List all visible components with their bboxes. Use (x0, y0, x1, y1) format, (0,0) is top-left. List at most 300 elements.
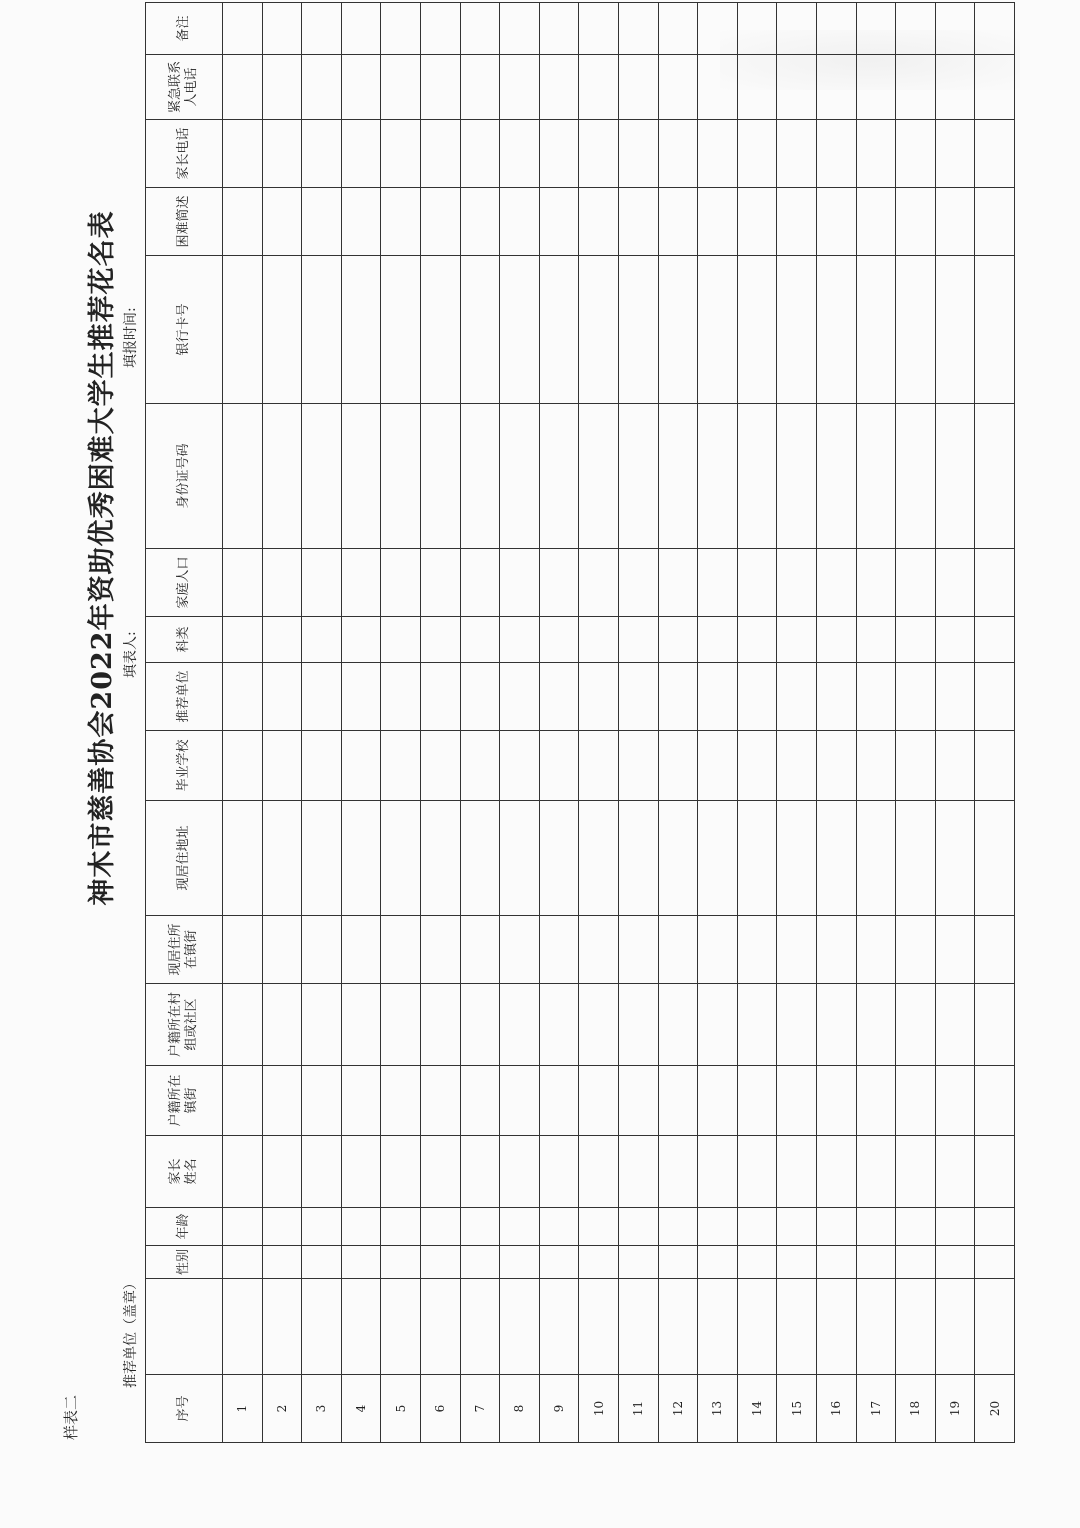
blank-field-cell[interactable] (223, 549, 263, 617)
blank-field-cell[interactable] (856, 731, 896, 801)
blank-field-cell[interactable] (816, 1066, 856, 1136)
blank-field-cell[interactable] (896, 1066, 936, 1136)
blank-field-cell[interactable] (381, 55, 421, 120)
blank-field-cell[interactable] (500, 916, 540, 984)
blank-field-cell[interactable] (816, 256, 856, 404)
blank-field-cell[interactable] (816, 731, 856, 801)
blank-field-cell[interactable] (896, 1208, 936, 1246)
blank-field-cell[interactable] (341, 549, 381, 617)
blank-field-cell[interactable] (262, 3, 302, 55)
blank-field-cell[interactable] (737, 1066, 777, 1136)
blank-field-cell[interactable] (420, 120, 460, 188)
blank-field-cell[interactable] (223, 188, 263, 256)
blank-field-cell[interactable] (420, 617, 460, 663)
blank-field-cell[interactable] (896, 120, 936, 188)
blank-field-cell[interactable] (935, 1246, 975, 1279)
blank-field-cell[interactable] (896, 801, 936, 916)
blank-field-cell[interactable] (777, 1136, 817, 1208)
blank-field-cell[interactable] (935, 549, 975, 617)
blank-field-cell[interactable] (341, 3, 381, 55)
blank-field-cell[interactable] (341, 188, 381, 256)
blank-field-cell[interactable] (460, 984, 500, 1066)
blank-field-cell[interactable] (698, 1136, 738, 1208)
blank-field-cell[interactable] (935, 1208, 975, 1246)
blank-field-cell[interactable] (816, 404, 856, 549)
blank-field-cell[interactable] (539, 731, 579, 801)
blank-field-cell[interactable] (460, 1208, 500, 1246)
blank-field-cell[interactable] (262, 663, 302, 731)
blank-field-cell[interactable] (262, 984, 302, 1066)
blank-field-cell[interactable] (658, 801, 698, 916)
blank-field-cell[interactable] (381, 617, 421, 663)
blank-field-cell[interactable] (539, 1136, 579, 1208)
blank-field-cell[interactable] (500, 663, 540, 731)
blank-field-cell[interactable] (618, 916, 658, 984)
blank-field-cell[interactable] (420, 1066, 460, 1136)
blank-field-cell[interactable] (381, 1066, 421, 1136)
blank-field-cell[interactable] (975, 3, 1015, 55)
blank-field-cell[interactable] (341, 1136, 381, 1208)
blank-field-cell[interactable] (896, 984, 936, 1066)
blank-field-cell[interactable] (737, 731, 777, 801)
blank-field-cell[interactable] (302, 55, 342, 120)
blank-field-cell[interactable] (420, 731, 460, 801)
blank-field-cell[interactable] (618, 404, 658, 549)
blank-field-cell[interactable] (618, 1279, 658, 1375)
blank-field-cell[interactable] (698, 549, 738, 617)
blank-field-cell[interactable] (579, 3, 619, 55)
blank-field-cell[interactable] (420, 3, 460, 55)
blank-field-cell[interactable] (420, 188, 460, 256)
blank-field-cell[interactable] (658, 55, 698, 120)
blank-field-cell[interactable] (341, 1066, 381, 1136)
blank-field-cell[interactable] (856, 801, 896, 916)
blank-field-cell[interactable] (777, 549, 817, 617)
blank-field-cell[interactable] (460, 1066, 500, 1136)
blank-field-cell[interactable] (460, 663, 500, 731)
blank-field-cell[interactable] (341, 984, 381, 1066)
blank-field-cell[interactable] (500, 55, 540, 120)
blank-field-cell[interactable] (420, 801, 460, 916)
blank-field-cell[interactable] (935, 1066, 975, 1136)
blank-field-cell[interactable] (420, 916, 460, 984)
blank-field-cell[interactable] (698, 1208, 738, 1246)
blank-field-cell[interactable] (539, 55, 579, 120)
blank-field-cell[interactable] (618, 1208, 658, 1246)
blank-field-cell[interactable] (341, 1208, 381, 1246)
blank-field-cell[interactable] (935, 916, 975, 984)
blank-field-cell[interactable] (223, 916, 263, 984)
blank-field-cell[interactable] (302, 256, 342, 404)
blank-field-cell[interactable] (856, 1279, 896, 1375)
blank-field-cell[interactable] (935, 404, 975, 549)
blank-field-cell[interactable] (302, 984, 342, 1066)
blank-field-cell[interactable] (579, 801, 619, 916)
blank-field-cell[interactable] (420, 1279, 460, 1375)
blank-field-cell[interactable] (539, 256, 579, 404)
blank-field-cell[interactable] (975, 188, 1015, 256)
blank-field-cell[interactable] (539, 801, 579, 916)
blank-field-cell[interactable] (341, 731, 381, 801)
blank-field-cell[interactable] (302, 916, 342, 984)
blank-field-cell[interactable] (816, 1279, 856, 1375)
blank-field-cell[interactable] (618, 663, 658, 731)
blank-field-cell[interactable] (539, 120, 579, 188)
blank-field-cell[interactable] (777, 663, 817, 731)
blank-field-cell[interactable] (381, 916, 421, 984)
blank-field-cell[interactable] (579, 55, 619, 120)
blank-field-cell[interactable] (975, 549, 1015, 617)
blank-field-cell[interactable] (658, 916, 698, 984)
blank-field-cell[interactable] (381, 120, 421, 188)
blank-field-cell[interactable] (975, 801, 1015, 916)
blank-field-cell[interactable] (381, 256, 421, 404)
blank-field-cell[interactable] (658, 984, 698, 1066)
blank-field-cell[interactable] (975, 1279, 1015, 1375)
blank-field-cell[interactable] (658, 120, 698, 188)
blank-field-cell[interactable] (975, 1208, 1015, 1246)
blank-field-cell[interactable] (698, 404, 738, 549)
blank-field-cell[interactable] (223, 617, 263, 663)
blank-field-cell[interactable] (935, 801, 975, 916)
blank-field-cell[interactable] (816, 1208, 856, 1246)
blank-field-cell[interactable] (460, 1246, 500, 1279)
blank-field-cell[interactable] (500, 120, 540, 188)
blank-field-cell[interactable] (816, 1246, 856, 1279)
blank-field-cell[interactable] (539, 1208, 579, 1246)
blank-field-cell[interactable] (539, 1246, 579, 1279)
blank-field-cell[interactable] (223, 1246, 263, 1279)
blank-field-cell[interactable] (777, 1246, 817, 1279)
blank-field-cell[interactable] (381, 801, 421, 916)
blank-field-cell[interactable] (302, 801, 342, 916)
blank-field-cell[interactable] (816, 617, 856, 663)
blank-field-cell[interactable] (737, 549, 777, 617)
blank-field-cell[interactable] (777, 55, 817, 120)
blank-field-cell[interactable] (975, 120, 1015, 188)
blank-field-cell[interactable] (262, 120, 302, 188)
blank-field-cell[interactable] (856, 55, 896, 120)
blank-field-cell[interactable] (500, 549, 540, 617)
blank-field-cell[interactable] (777, 1066, 817, 1136)
blank-field-cell[interactable] (777, 404, 817, 549)
blank-field-cell[interactable] (975, 404, 1015, 549)
blank-field-cell[interactable] (381, 731, 421, 801)
blank-field-cell[interactable] (896, 916, 936, 984)
blank-field-cell[interactable] (737, 663, 777, 731)
blank-field-cell[interactable] (500, 404, 540, 549)
blank-field-cell[interactable] (618, 1246, 658, 1279)
blank-field-cell[interactable] (935, 55, 975, 120)
blank-field-cell[interactable] (381, 1208, 421, 1246)
blank-field-cell[interactable] (658, 188, 698, 256)
blank-field-cell[interactable] (618, 188, 658, 256)
blank-field-cell[interactable] (737, 55, 777, 120)
blank-field-cell[interactable] (816, 120, 856, 188)
blank-field-cell[interactable] (618, 1136, 658, 1208)
blank-field-cell[interactable] (579, 404, 619, 549)
blank-field-cell[interactable] (975, 1136, 1015, 1208)
blank-field-cell[interactable] (658, 617, 698, 663)
blank-field-cell[interactable] (460, 617, 500, 663)
blank-field-cell[interactable] (420, 1208, 460, 1246)
blank-field-cell[interactable] (698, 916, 738, 984)
blank-field-cell[interactable] (420, 1136, 460, 1208)
blank-field-cell[interactable] (341, 256, 381, 404)
blank-field-cell[interactable] (420, 663, 460, 731)
blank-field-cell[interactable] (737, 1136, 777, 1208)
blank-field-cell[interactable] (381, 404, 421, 549)
blank-field-cell[interactable] (935, 1136, 975, 1208)
blank-field-cell[interactable] (341, 1246, 381, 1279)
blank-field-cell[interactable] (460, 256, 500, 404)
blank-field-cell[interactable] (618, 55, 658, 120)
blank-field-cell[interactable] (856, 1246, 896, 1279)
blank-field-cell[interactable] (737, 120, 777, 188)
blank-field-cell[interactable] (262, 1136, 302, 1208)
blank-field-cell[interactable] (341, 663, 381, 731)
blank-field-cell[interactable] (579, 1208, 619, 1246)
blank-field-cell[interactable] (816, 663, 856, 731)
blank-field-cell[interactable] (975, 1246, 1015, 1279)
blank-field-cell[interactable] (777, 256, 817, 404)
blank-field-cell[interactable] (579, 617, 619, 663)
blank-field-cell[interactable] (975, 1066, 1015, 1136)
blank-field-cell[interactable] (262, 549, 302, 617)
blank-field-cell[interactable] (777, 3, 817, 55)
blank-field-cell[interactable] (896, 1246, 936, 1279)
blank-field-cell[interactable] (302, 731, 342, 801)
blank-field-cell[interactable] (816, 984, 856, 1066)
blank-field-cell[interactable] (935, 256, 975, 404)
blank-field-cell[interactable] (579, 1279, 619, 1375)
blank-field-cell[interactable] (618, 1066, 658, 1136)
blank-field-cell[interactable] (618, 549, 658, 617)
blank-field-cell[interactable] (856, 617, 896, 663)
blank-field-cell[interactable] (777, 188, 817, 256)
blank-field-cell[interactable] (223, 404, 263, 549)
blank-field-cell[interactable] (737, 404, 777, 549)
blank-field-cell[interactable] (223, 1279, 263, 1375)
blank-field-cell[interactable] (579, 120, 619, 188)
blank-field-cell[interactable] (737, 1279, 777, 1375)
blank-field-cell[interactable] (975, 916, 1015, 984)
blank-field-cell[interactable] (223, 1066, 263, 1136)
blank-field-cell[interactable] (698, 617, 738, 663)
blank-field-cell[interactable] (816, 188, 856, 256)
blank-field-cell[interactable] (460, 801, 500, 916)
blank-field-cell[interactable] (420, 256, 460, 404)
blank-field-cell[interactable] (500, 1279, 540, 1375)
blank-field-cell[interactable] (460, 404, 500, 549)
blank-field-cell[interactable] (302, 663, 342, 731)
blank-field-cell[interactable] (658, 731, 698, 801)
blank-field-cell[interactable] (698, 1246, 738, 1279)
blank-field-cell[interactable] (460, 55, 500, 120)
blank-field-cell[interactable] (223, 801, 263, 916)
blank-field-cell[interactable] (856, 984, 896, 1066)
blank-field-cell[interactable] (896, 617, 936, 663)
blank-field-cell[interactable] (698, 663, 738, 731)
blank-field-cell[interactable] (223, 120, 263, 188)
blank-field-cell[interactable] (341, 617, 381, 663)
blank-field-cell[interactable] (935, 663, 975, 731)
blank-field-cell[interactable] (737, 1208, 777, 1246)
blank-field-cell[interactable] (420, 984, 460, 1066)
blank-field-cell[interactable] (539, 404, 579, 549)
blank-field-cell[interactable] (777, 984, 817, 1066)
blank-field-cell[interactable] (816, 55, 856, 120)
blank-field-cell[interactable] (539, 916, 579, 984)
blank-field-cell[interactable] (698, 1066, 738, 1136)
blank-field-cell[interactable] (262, 1279, 302, 1375)
blank-field-cell[interactable] (223, 663, 263, 731)
blank-field-cell[interactable] (618, 617, 658, 663)
blank-field-cell[interactable] (737, 256, 777, 404)
blank-field-cell[interactable] (579, 916, 619, 984)
blank-field-cell[interactable] (698, 1279, 738, 1375)
blank-field-cell[interactable] (816, 549, 856, 617)
blank-field-cell[interactable] (579, 731, 619, 801)
blank-field-cell[interactable] (302, 1136, 342, 1208)
blank-field-cell[interactable] (975, 617, 1015, 663)
blank-field-cell[interactable] (341, 1279, 381, 1375)
blank-field-cell[interactable] (856, 1208, 896, 1246)
blank-field-cell[interactable] (302, 188, 342, 256)
blank-field-cell[interactable] (302, 549, 342, 617)
blank-field-cell[interactable] (539, 984, 579, 1066)
blank-field-cell[interactable] (500, 731, 540, 801)
blank-field-cell[interactable] (896, 1136, 936, 1208)
blank-field-cell[interactable] (896, 1279, 936, 1375)
blank-field-cell[interactable] (223, 984, 263, 1066)
blank-field-cell[interactable] (935, 617, 975, 663)
blank-field-cell[interactable] (975, 731, 1015, 801)
blank-field-cell[interactable] (262, 1066, 302, 1136)
blank-field-cell[interactable] (262, 1246, 302, 1279)
blank-field-cell[interactable] (460, 1136, 500, 1208)
blank-field-cell[interactable] (816, 916, 856, 984)
blank-field-cell[interactable] (816, 1136, 856, 1208)
blank-field-cell[interactable] (302, 3, 342, 55)
blank-field-cell[interactable] (460, 3, 500, 55)
blank-field-cell[interactable] (698, 731, 738, 801)
blank-field-cell[interactable] (658, 404, 698, 549)
blank-field-cell[interactable] (539, 1066, 579, 1136)
blank-field-cell[interactable] (262, 1208, 302, 1246)
blank-field-cell[interactable] (856, 1136, 896, 1208)
blank-field-cell[interactable] (460, 1279, 500, 1375)
blank-field-cell[interactable] (460, 916, 500, 984)
blank-field-cell[interactable] (737, 984, 777, 1066)
blank-field-cell[interactable] (737, 617, 777, 663)
blank-field-cell[interactable] (975, 256, 1015, 404)
blank-field-cell[interactable] (737, 801, 777, 916)
blank-field-cell[interactable] (341, 404, 381, 549)
blank-field-cell[interactable] (816, 801, 856, 916)
blank-field-cell[interactable] (698, 801, 738, 916)
blank-field-cell[interactable] (539, 188, 579, 256)
blank-field-cell[interactable] (262, 801, 302, 916)
blank-field-cell[interactable] (460, 549, 500, 617)
blank-field-cell[interactable] (381, 663, 421, 731)
blank-field-cell[interactable] (302, 1066, 342, 1136)
blank-field-cell[interactable] (223, 55, 263, 120)
blank-field-cell[interactable] (262, 731, 302, 801)
blank-field-cell[interactable] (658, 3, 698, 55)
blank-field-cell[interactable] (856, 1066, 896, 1136)
blank-field-cell[interactable] (539, 1279, 579, 1375)
blank-field-cell[interactable] (658, 1279, 698, 1375)
blank-field-cell[interactable] (262, 55, 302, 120)
blank-field-cell[interactable] (658, 549, 698, 617)
blank-field-cell[interactable] (420, 55, 460, 120)
blank-field-cell[interactable] (579, 663, 619, 731)
blank-field-cell[interactable] (302, 617, 342, 663)
blank-field-cell[interactable] (341, 801, 381, 916)
blank-field-cell[interactable] (856, 549, 896, 617)
blank-field-cell[interactable] (460, 120, 500, 188)
blank-field-cell[interactable] (579, 984, 619, 1066)
blank-field-cell[interactable] (381, 549, 421, 617)
blank-field-cell[interactable] (262, 404, 302, 549)
blank-field-cell[interactable] (579, 1136, 619, 1208)
blank-field-cell[interactable] (500, 256, 540, 404)
blank-field-cell[interactable] (420, 1246, 460, 1279)
blank-field-cell[interactable] (856, 256, 896, 404)
blank-field-cell[interactable] (737, 188, 777, 256)
blank-field-cell[interactable] (381, 1279, 421, 1375)
blank-field-cell[interactable] (698, 3, 738, 55)
blank-field-cell[interactable] (777, 120, 817, 188)
blank-field-cell[interactable] (698, 984, 738, 1066)
blank-field-cell[interactable] (262, 916, 302, 984)
blank-field-cell[interactable] (935, 1279, 975, 1375)
blank-field-cell[interactable] (896, 55, 936, 120)
blank-field-cell[interactable] (341, 916, 381, 984)
blank-field-cell[interactable] (618, 984, 658, 1066)
blank-field-cell[interactable] (658, 256, 698, 404)
blank-field-cell[interactable] (935, 731, 975, 801)
blank-field-cell[interactable] (935, 984, 975, 1066)
blank-field-cell[interactable] (302, 1246, 342, 1279)
blank-field-cell[interactable] (777, 617, 817, 663)
blank-field-cell[interactable] (539, 549, 579, 617)
blank-field-cell[interactable] (500, 984, 540, 1066)
blank-field-cell[interactable] (896, 731, 936, 801)
blank-field-cell[interactable] (777, 1208, 817, 1246)
blank-field-cell[interactable] (618, 801, 658, 916)
blank-field-cell[interactable] (262, 188, 302, 256)
blank-field-cell[interactable] (223, 3, 263, 55)
blank-field-cell[interactable] (618, 3, 658, 55)
blank-field-cell[interactable] (500, 1208, 540, 1246)
blank-field-cell[interactable] (737, 3, 777, 55)
blank-field-cell[interactable] (856, 916, 896, 984)
blank-field-cell[interactable] (698, 256, 738, 404)
blank-field-cell[interactable] (856, 3, 896, 55)
blank-field-cell[interactable] (579, 1066, 619, 1136)
blank-field-cell[interactable] (460, 188, 500, 256)
blank-field-cell[interactable] (896, 256, 936, 404)
blank-field-cell[interactable] (618, 256, 658, 404)
blank-field-cell[interactable] (341, 55, 381, 120)
blank-field-cell[interactable] (420, 549, 460, 617)
blank-field-cell[interactable] (777, 801, 817, 916)
blank-field-cell[interactable] (975, 984, 1015, 1066)
blank-field-cell[interactable] (500, 1246, 540, 1279)
blank-field-cell[interactable] (500, 617, 540, 663)
